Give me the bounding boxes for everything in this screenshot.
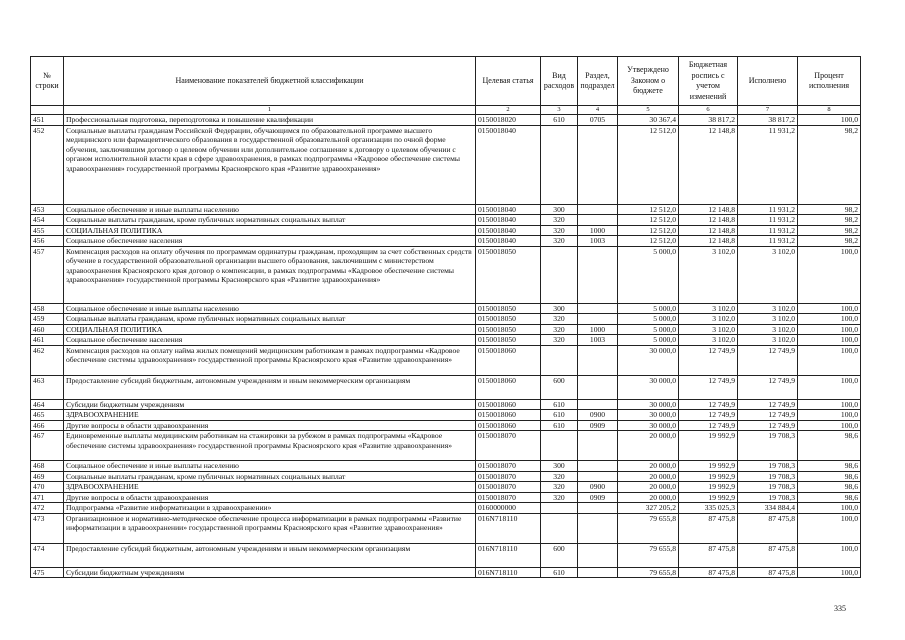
cell-indicator-name: Социальное обеспечение и иные выплаты населению: [64, 204, 476, 215]
cell-approved: 20 000,0: [618, 482, 679, 493]
table-row: [31, 225, 861, 236]
cell-indicator-name: Социальное обеспечение и иные выплаты населению: [64, 461, 476, 472]
cell-row-number: 469: [31, 471, 64, 482]
cell-approved: 30 000,0: [618, 420, 679, 431]
header-target-item: Целевая статья: [476, 57, 541, 106]
cell-section: 1003: [578, 335, 618, 346]
column-index-row: [31, 106, 861, 115]
cell-section: [578, 375, 618, 399]
table-row: [31, 314, 861, 325]
cell-approved: 30 000,0: [618, 410, 679, 421]
cell-target-item: 0150018050: [476, 314, 541, 325]
cell-percent: 100,0: [798, 399, 861, 410]
cell-percent: 98,2: [798, 215, 861, 226]
cell-indicator-name: Социальные выплаты гражданам Российской Федерации, обучающимся по образовательной программе высшего медицинского или фармацевтического образования в государственной образовательной организации по очной форме обучения, заключившим договор о целевом обучении или дополнительное соглашение к договору о целевом обучении с органом исполнительной власти края в сфере здравоохранения, в рамках подпрограммы «Кадровое обеспечение системы здравоохранения» государственной программы Красноярского края «Развитие здравоохранения»: [64, 125, 476, 204]
cell-target-item: 0150018070: [476, 431, 541, 461]
cell-expense-type: 610: [541, 399, 578, 410]
cell-approved: 20 000,0: [618, 471, 679, 482]
cell-executed: 3 102,0: [738, 303, 798, 314]
table-row: [31, 461, 861, 472]
cell-approved: 30 000,0: [618, 345, 679, 375]
budget-execution-table: [30, 56, 861, 578]
cell-indicator-name: Подпрограмма «Развитие информатизации в здравоохранении»: [64, 503, 476, 514]
cell-row-number: 473: [31, 513, 64, 543]
cell-planned: 19 992,9: [679, 482, 738, 493]
cell-target-item: 0150018070: [476, 471, 541, 482]
cell-planned: 12 148,8: [679, 125, 738, 204]
cell-approved: 5 000,0: [618, 246, 679, 303]
cell-row-number: 459: [31, 314, 64, 325]
cell-percent: 100,0: [798, 335, 861, 346]
cell-target-item: 0150018060: [476, 399, 541, 410]
cell-approved: 20 000,0: [618, 461, 679, 472]
cell-executed: 19 708,3: [738, 482, 798, 493]
cell-executed: 11 931,2: [738, 225, 798, 236]
cell-planned: 19 992,9: [679, 492, 738, 503]
cell-indicator-name: Субсидии бюджетным учреждениям: [64, 399, 476, 410]
cell-indicator-name: Социальные выплаты гражданам, кроме публичных нормативных социальных выплат: [64, 314, 476, 325]
cell-expense-type: 600: [541, 543, 578, 567]
column-index: 4: [578, 106, 618, 115]
column-index: 2: [476, 106, 541, 115]
cell-planned: 19 992,9: [679, 461, 738, 472]
cell-indicator-name: Социальное обеспечение населения: [64, 236, 476, 247]
cell-planned: 87 475,8: [679, 567, 738, 578]
cell-indicator-name: СОЦИАЛЬНАЯ ПОЛИТИКА: [64, 225, 476, 236]
cell-target-item: 0160000000: [476, 503, 541, 514]
cell-planned: 12 148,8: [679, 215, 738, 226]
cell-expense-type: 300: [541, 204, 578, 215]
cell-approved: 5 000,0: [618, 324, 679, 335]
cell-indicator-name: Предоставление субсидий бюджетным, автономным учреждениям и иным некоммерческим организациям: [64, 543, 476, 567]
cell-section: 1003: [578, 236, 618, 247]
cell-executed: 12 749,9: [738, 375, 798, 399]
cell-executed: 3 102,0: [738, 314, 798, 325]
cell-row-number: 453: [31, 204, 64, 215]
cell-section: 0900: [578, 410, 618, 421]
cell-section: [578, 345, 618, 375]
cell-planned: 3 102,0: [679, 246, 738, 303]
cell-executed: 3 102,0: [738, 246, 798, 303]
cell-percent: 100,0: [798, 503, 861, 514]
cell-target-item: 0150018060: [476, 345, 541, 375]
cell-section: 1000: [578, 225, 618, 236]
table-row: [31, 543, 861, 567]
cell-planned: 12 749,9: [679, 399, 738, 410]
column-index: 5: [618, 106, 679, 115]
cell-target-item: 0150018040: [476, 236, 541, 247]
cell-approved: 5 000,0: [618, 335, 679, 346]
cell-expense-type: 320: [541, 225, 578, 236]
cell-expense-type: 610: [541, 410, 578, 421]
cell-expense-type: 320: [541, 314, 578, 325]
cell-target-item: 016N718110: [476, 513, 541, 543]
cell-expense-type: 610: [541, 115, 578, 126]
cell-row-number: 460: [31, 324, 64, 335]
cell-section: [578, 543, 618, 567]
cell-approved: 30 000,0: [618, 375, 679, 399]
cell-section: [578, 303, 618, 314]
table-row: [31, 246, 861, 303]
cell-indicator-name: Компенсация расходов на оплату найма жилых помещений медицинским работникам в рамках подпрограммы «Кадровое обеспечение системы здравоохранения» государственной программы Красноярского края «Развитие здравоохранения»: [64, 345, 476, 375]
cell-section: [578, 513, 618, 543]
cell-percent: 100,0: [798, 303, 861, 314]
cell-percent: 98,6: [798, 482, 861, 493]
cell-row-number: 467: [31, 431, 64, 461]
table-row: [31, 324, 861, 335]
cell-approved: 20 000,0: [618, 431, 679, 461]
cell-row-number: 468: [31, 461, 64, 472]
column-index: 1: [64, 106, 476, 115]
cell-percent: 98,2: [798, 204, 861, 215]
cell-section: [578, 567, 618, 578]
cell-target-item: 0150018060: [476, 420, 541, 431]
cell-expense-type: 610: [541, 420, 578, 431]
cell-target-item: 0150018070: [476, 482, 541, 493]
cell-planned: 12 749,9: [679, 375, 738, 399]
cell-expense-type: 320: [541, 236, 578, 247]
cell-indicator-name: Социальное обеспечение населения: [64, 335, 476, 346]
cell-planned: 19 992,9: [679, 471, 738, 482]
cell-section: [578, 314, 618, 325]
table-row: [31, 125, 861, 204]
header-row-number: № строки: [31, 57, 64, 106]
cell-percent: 98,6: [798, 461, 861, 472]
cell-percent: 100,0: [798, 246, 861, 303]
cell-planned: 12 749,9: [679, 420, 738, 431]
cell-row-number: 466: [31, 420, 64, 431]
cell-row-number: 452: [31, 125, 64, 204]
table-row: [31, 492, 861, 503]
header-executed: Исполнено: [738, 57, 798, 106]
cell-target-item: 0150018070: [476, 461, 541, 472]
header-planned: Бюджетная роспись с учетом изменений: [679, 57, 738, 106]
cell-approved: 5 000,0: [618, 314, 679, 325]
cell-percent: 100,0: [798, 513, 861, 543]
cell-target-item: 016N718110: [476, 567, 541, 578]
table-row: [31, 567, 861, 578]
table-row: [31, 303, 861, 314]
cell-approved: 12 512,0: [618, 236, 679, 247]
cell-target-item: 0150018070: [476, 492, 541, 503]
cell-row-number: 475: [31, 567, 64, 578]
table-row: [31, 236, 861, 247]
cell-row-number: 472: [31, 503, 64, 514]
cell-row-number: 457: [31, 246, 64, 303]
cell-executed: 11 931,2: [738, 215, 798, 226]
cell-section: [578, 215, 618, 226]
cell-target-item: 0150018040: [476, 125, 541, 204]
cell-planned: 87 475,8: [679, 513, 738, 543]
cell-row-number: 470: [31, 482, 64, 493]
cell-section: 1000: [578, 324, 618, 335]
cell-row-number: 462: [31, 345, 64, 375]
cell-indicator-name: Социальное обеспечение и иные выплаты населению: [64, 303, 476, 314]
cell-approved: 12 512,0: [618, 125, 679, 204]
cell-expense-type: [541, 345, 578, 375]
cell-percent: 100,0: [798, 115, 861, 126]
cell-target-item: 0150018040: [476, 204, 541, 215]
cell-section: [578, 204, 618, 215]
cell-target-item: 0150018050: [476, 246, 541, 303]
table-row: [31, 420, 861, 431]
cell-target-item: 0150018060: [476, 375, 541, 399]
cell-row-number: 451: [31, 115, 64, 126]
column-index: 7: [738, 106, 798, 115]
cell-expense-type: [541, 246, 578, 303]
cell-planned: 3 102,0: [679, 314, 738, 325]
cell-executed: 12 749,9: [738, 399, 798, 410]
cell-percent: 98,6: [798, 492, 861, 503]
cell-approved: 12 512,0: [618, 215, 679, 226]
cell-section: [578, 503, 618, 514]
cell-percent: 100,0: [798, 345, 861, 375]
cell-planned: 3 102,0: [679, 335, 738, 346]
table-row: [31, 482, 861, 493]
cell-executed: 19 708,3: [738, 492, 798, 503]
cell-expense-type: 300: [541, 461, 578, 472]
cell-expense-type: 320: [541, 492, 578, 503]
cell-row-number: 455: [31, 225, 64, 236]
cell-row-number: 461: [31, 335, 64, 346]
cell-indicator-name: Другие вопросы в области здравоохранения: [64, 492, 476, 503]
header-expense-type: Вид расходов: [541, 57, 578, 106]
table-row: [31, 513, 861, 543]
cell-indicator-name: ЗДРАВООХРАНЕНИЕ: [64, 410, 476, 421]
cell-indicator-name: Профессиональная подготовка, переподготовка и повышение квалификации: [64, 115, 476, 126]
table-header-row: [31, 57, 861, 106]
cell-target-item: 0150018050: [476, 303, 541, 314]
cell-executed: 19 708,3: [738, 461, 798, 472]
cell-percent: 98,2: [798, 225, 861, 236]
cell-target-item: 0150018040: [476, 215, 541, 226]
cell-approved: 30 000,0: [618, 399, 679, 410]
cell-row-number: 471: [31, 492, 64, 503]
column-index-blank: [31, 106, 64, 115]
cell-approved: 327 205,2: [618, 503, 679, 514]
cell-indicator-name: Субсидии бюджетным учреждениям: [64, 567, 476, 578]
cell-indicator-name: Другие вопросы в области здравоохранения: [64, 420, 476, 431]
cell-executed: 11 931,2: [738, 236, 798, 247]
cell-planned: 3 102,0: [679, 324, 738, 335]
cell-approved: 20 000,0: [618, 492, 679, 503]
cell-planned: 38 817,2: [679, 115, 738, 126]
cell-row-number: 474: [31, 543, 64, 567]
cell-approved: 30 367,4: [618, 115, 679, 126]
cell-section: [578, 431, 618, 461]
cell-target-item: 0150018050: [476, 335, 541, 346]
cell-percent: 98,6: [798, 431, 861, 461]
cell-section: [578, 246, 618, 303]
cell-executed: 11 931,2: [738, 125, 798, 204]
header-section: Раздел, подраздел: [578, 57, 618, 106]
header-percent: Процент исполнения: [798, 57, 861, 106]
cell-executed: 3 102,0: [738, 335, 798, 346]
cell-expense-type: 320: [541, 482, 578, 493]
cell-approved: 5 000,0: [618, 303, 679, 314]
column-index: 3: [541, 106, 578, 115]
cell-percent: 100,0: [798, 543, 861, 567]
cell-executed: 19 708,3: [738, 431, 798, 461]
cell-section: [578, 461, 618, 472]
cell-section: 0900: [578, 482, 618, 493]
header-indicator-name: Наименование показателей бюджетной классификации: [64, 57, 476, 106]
cell-indicator-name: Единовременные выплаты медицинским работникам на стажировки за рубежом в рамках подпрограммы «Кадровое обеспечение системы здравоохранения» государственной программы Красноярского края «Развитие здравоохранения»: [64, 431, 476, 461]
cell-row-number: 465: [31, 410, 64, 421]
cell-percent: 98,6: [798, 471, 861, 482]
table-row: [31, 115, 861, 126]
cell-target-item: 0150018050: [476, 324, 541, 335]
cell-planned: 12 749,9: [679, 410, 738, 421]
cell-percent: 100,0: [798, 410, 861, 421]
cell-planned: 12 148,8: [679, 225, 738, 236]
cell-target-item: 0150018040: [476, 225, 541, 236]
table-body: [31, 115, 861, 578]
cell-planned: 12 749,9: [679, 345, 738, 375]
cell-percent: 100,0: [798, 314, 861, 325]
table-row: [31, 431, 861, 461]
cell-approved: 79 655,8: [618, 543, 679, 567]
table-row: [31, 399, 861, 410]
cell-indicator-name: Предоставление субсидий бюджетным, автономным учреждениям и иным некоммерческим организациям: [64, 375, 476, 399]
cell-approved: 79 655,8: [618, 567, 679, 578]
cell-approved: 12 512,0: [618, 204, 679, 215]
cell-percent: 100,0: [798, 420, 861, 431]
cell-planned: 19 992,9: [679, 431, 738, 461]
column-index: 8: [798, 106, 861, 115]
table-row: [31, 204, 861, 215]
cell-indicator-name: Социальные выплаты гражданам, кроме публичных нормативных социальных выплат: [64, 471, 476, 482]
cell-planned: 3 102,0: [679, 303, 738, 314]
cell-approved: 79 655,8: [618, 513, 679, 543]
cell-row-number: 463: [31, 375, 64, 399]
cell-expense-type: 610: [541, 567, 578, 578]
cell-percent: 100,0: [798, 567, 861, 578]
table-row: [31, 410, 861, 421]
table-row: [31, 471, 861, 482]
cell-executed: 87 475,8: [738, 513, 798, 543]
cell-planned: 335 025,3: [679, 503, 738, 514]
cell-expense-type: [541, 431, 578, 461]
cell-executed: 38 817,2: [738, 115, 798, 126]
table-row: [31, 215, 861, 226]
cell-section: [578, 471, 618, 482]
cell-percent: 98,2: [798, 125, 861, 204]
cell-executed: 12 749,9: [738, 420, 798, 431]
cell-target-item: 016N718110: [476, 543, 541, 567]
cell-section: [578, 399, 618, 410]
cell-section: 0909: [578, 420, 618, 431]
cell-percent: 98,2: [798, 236, 861, 247]
cell-section: [578, 125, 618, 204]
column-index: 6: [679, 106, 738, 115]
cell-percent: 100,0: [798, 375, 861, 399]
cell-executed: 11 931,2: [738, 204, 798, 215]
cell-indicator-name: Компенсация расходов на оплату обучения по программам ординатуры гражданам, проходящим за счет собственных средств обучение в государственной образовательной организации высшего образования, заключившим с министерством здравоохранения Красноярского края договор о компенсации, в рамках подпрограммы «Кадровое обеспечение системы здравоохранения» государственной программы Красноярского края «Развитие здравоохранения»: [64, 246, 476, 303]
cell-expense-type: [541, 125, 578, 204]
table-row: [31, 335, 861, 346]
cell-row-number: 458: [31, 303, 64, 314]
cell-expense-type: 600: [541, 375, 578, 399]
cell-row-number: 454: [31, 215, 64, 226]
table-row: [31, 375, 861, 399]
cell-expense-type: 320: [541, 335, 578, 346]
cell-row-number: 464: [31, 399, 64, 410]
table-row: [31, 345, 861, 375]
cell-expense-type: [541, 503, 578, 514]
cell-executed: 334 884,4: [738, 503, 798, 514]
cell-percent: 100,0: [798, 324, 861, 335]
cell-target-item: 0150018060: [476, 410, 541, 421]
cell-section: 0909: [578, 492, 618, 503]
header-approved: Утверждено Законом о бюджете: [618, 57, 679, 106]
cell-planned: 12 148,8: [679, 204, 738, 215]
cell-expense-type: [541, 513, 578, 543]
cell-indicator-name: СОЦИАЛЬНАЯ ПОЛИТИКА: [64, 324, 476, 335]
cell-indicator-name: Организационное и нормативно-методическое обеспечение процесса информатизации в рамках подпрограммы «Развитие информатизации в здравоохранении» государственной программы Красноярского края «Развитие здравоохранения»: [64, 513, 476, 543]
cell-executed: 12 749,9: [738, 345, 798, 375]
cell-executed: 12 749,9: [738, 410, 798, 421]
cell-planned: 12 148,8: [679, 236, 738, 247]
page-number: 335: [834, 604, 846, 613]
cell-section: 0705: [578, 115, 618, 126]
cell-row-number: 456: [31, 236, 64, 247]
cell-executed: 87 475,8: [738, 543, 798, 567]
budget-report-sheet: [30, 56, 860, 578]
cell-target-item: 0150018020: [476, 115, 541, 126]
cell-expense-type: 320: [541, 324, 578, 335]
cell-executed: 3 102,0: [738, 324, 798, 335]
cell-indicator-name: Социальные выплаты гражданам, кроме публичных нормативных социальных выплат: [64, 215, 476, 226]
cell-expense-type: 300: [541, 303, 578, 314]
cell-planned: 87 475,8: [679, 543, 738, 567]
cell-expense-type: 320: [541, 471, 578, 482]
cell-indicator-name: ЗДРАВООХРАНЕНИЕ: [64, 482, 476, 493]
cell-expense-type: 320: [541, 215, 578, 226]
cell-approved: 12 512,0: [618, 225, 679, 236]
table-row: [31, 503, 861, 514]
cell-executed: 19 708,3: [738, 471, 798, 482]
cell-executed: 87 475,8: [738, 567, 798, 578]
